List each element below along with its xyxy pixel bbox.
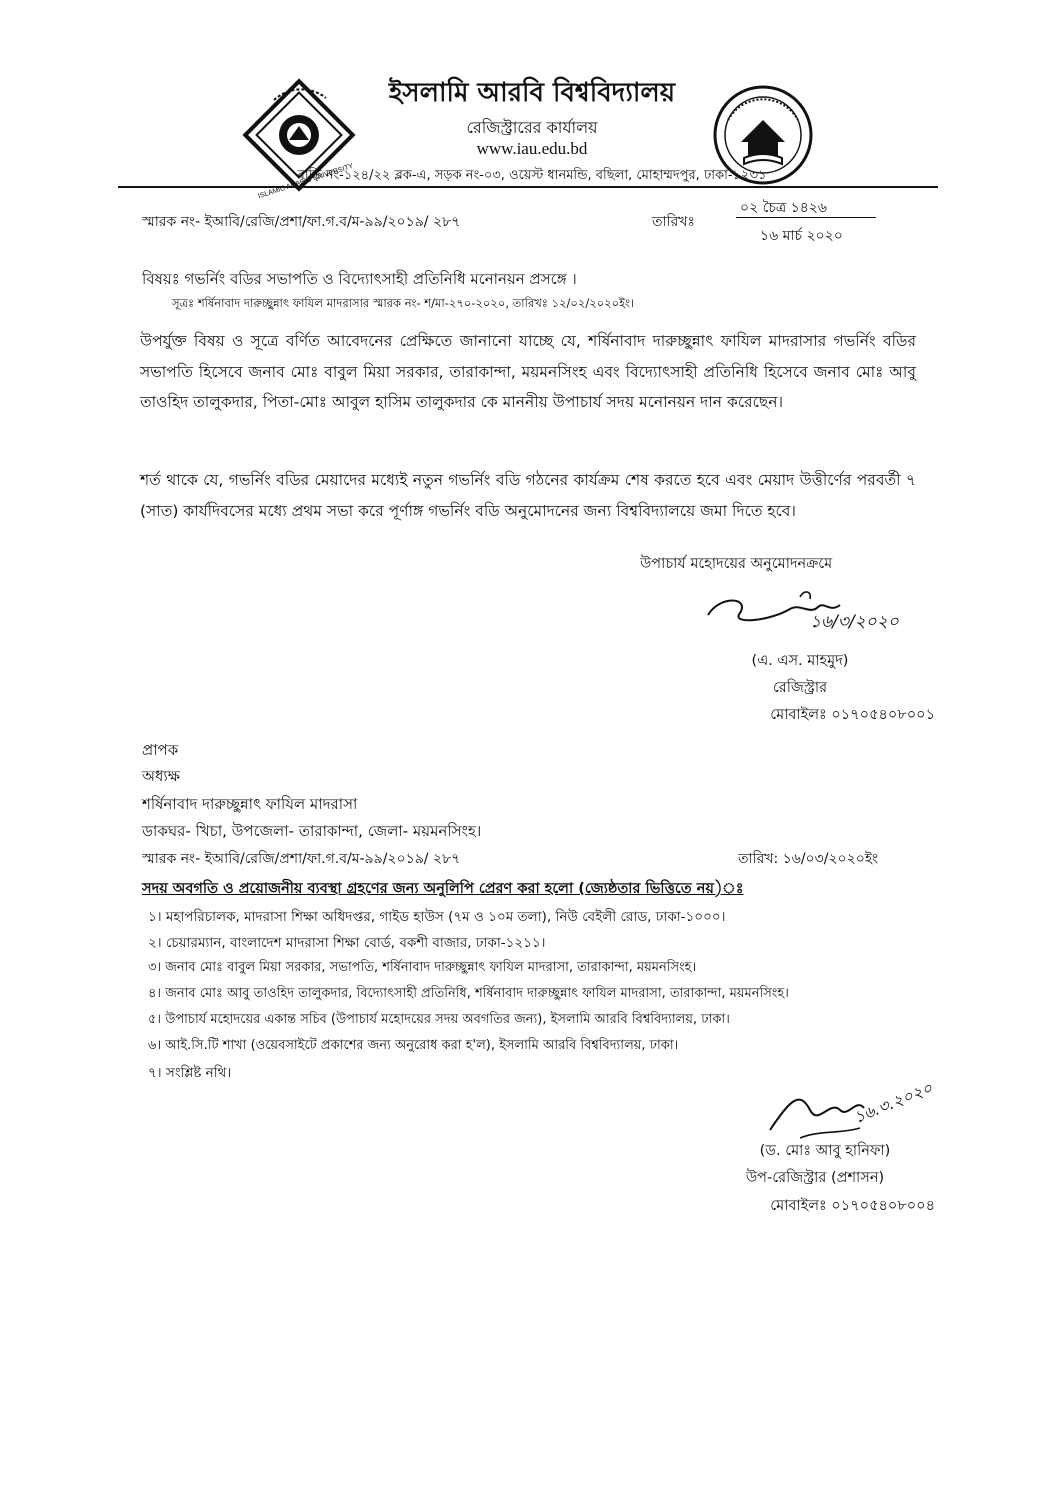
recipient-address: ডাকঘর- খিচা, উপজেলা- তারাকান্দা, জেলা- ময়মনসিংহ। [142,822,482,840]
university-name: ইসলামি আরবি বিশ্ববিদ্যালয় [388,78,676,108]
recipient-designation: অধ্যক্ষ [142,767,180,785]
recipient-memo-number: স্মারক নং- ইআবি/রেজি/প্রশা/ফা.গ.ব/ম-৯৯/২০১৯/ ২৮৭ [142,851,461,867]
body-paragraph-2: শর্ত থাকে যে, গভর্নিং বডির মেয়াদের মধ্যেই নতুন গভর্নিং বডি গঠনের কার্যক্রম শেষ করতে হবে এবং মেয়াদ উত্তীর্ণের পরবর্তী ৭ (সাত) কার্যদিবসের মধ্যে প্রথম সভা করে পূর্ণাঙ্গ গভর্নিং বডি অনুমোদনের জন্য বিশ্ববিদ্যালয়ে জমা দিতে হবে। [140,471,916,520]
website-link[interactable]: www.iau.edu.bd [476,139,588,158]
deputy-registrar-name: (ড. মোঃ আবু হানিফা) [759,1143,891,1159]
office-name: রেজিস্ট্রারের কার্যালয় [466,118,598,137]
deputy-registrar-title: উপ-রেজিস্ট্রার (প্রশাসন) [745,1170,885,1186]
copy-to-item: ৪। জনাব মোঃ আবু তাওহিদ তালুকদার, বিদ্যোৎসাহী প্রতিনিধি, শর্ষিনাবাদ দারুচ্ছুন্নাৎ ফাযিল মাদরাসা, তারাকান্দা, ময়মনসিংহ। [148,986,789,1001]
signature-date-1: ১৬/৩/২০২০ [810,612,899,632]
registrar-title: রেজিস্ট্রার [772,680,828,696]
deputy-registrar-mobile: মোবাইলঃ ০১৭০৫৪০৮০০৪ [770,1198,935,1214]
signature-date-2: ১৬.৩.২০২০ [851,1078,936,1127]
registrar-mobile: মোবাইলঃ ০১৭০৫৪০৮০০১ [770,707,935,723]
copy-to-item: ৭। সংশ্লিষ্ট নথি। [148,1065,232,1081]
copy-to-item: ২। চেয়ারম্যান, বাংলাদেশ মাদরাসা শিক্ষা বোর্ড, বকশী বাজার, ঢাকা-১২১১। [148,935,546,951]
recipient-label: প্রাপক [142,741,179,759]
recipient-date: তারিখ: ১৬/০৩/২০২০ইং [738,851,879,867]
logo-caption: ISLAMIC ARABIC UNIVERSITY [257,162,355,201]
date-english: ১৬ মার্চ ২০২০ [760,228,843,244]
recipient-institution: শর্ষিনাবাদ দারুচ্ছুন্নাৎ ফাযিল মাদরাসা [142,795,358,813]
office-address: বাড়ি নং-১২৪/২২ ব্লক-এ, সড়ক নং-০৩, ওয়েস্ট ধানমন্ডি, বছিলা, মোহাম্মদপুর, ঢাকা-১২৩১ [297,168,767,183]
subject-line: বিষয়ঃ গভর্নিং বডির সভাপতি ও বিদ্যোৎসাহী প্রতিনিধি মনোনয়ন প্রসঙ্গে । [142,270,577,288]
copy-to-item: ৫। উপাচার্য মহোদয়ের একান্ত সচিব (উপাচার্য মহোদয়ের সদয় অবগতির জন্য), ইসলামি আরবি বিশ্ববিদ্যালয়, ঢাকা। [148,1012,730,1027]
copy-to-item: ১। মহাপরিচালক, মাদরাসা শিক্ষা অধিদপ্তর, গাইড হাউস (৭ম ও ১০ম তলা), নিউ বেইলী রোড, ঢাকা-১০০০। [148,909,726,925]
memo-number: স্মারক নং- ইআবি/রেজি/প্রশা/ফা.গ.ব/ম-৯৯/২০১৯/ ২৮৭ [142,214,461,230]
registrar-signature [700,585,940,645]
reference-line: সূত্রঃ শর্ষিনাবাদ দারুচ্ছুন্নাৎ ফাযিল মাদরাসার স্মারক নং- শ/মা-২৭০-২০২০, তারিখঃ ১২/০২/২০২০ইং। [172,296,635,310]
approval-line: উপাচার্য মহোদয়ের অনুমোদনক্রমে [640,556,833,572]
date-label: তারিখঃ [652,214,695,230]
registrar-name: (এ. এস. মাহমুদ) [751,653,849,669]
date-bangla: ০২ চৈত্র ১৪২৬ [740,200,827,216]
body-paragraph-1: উপর্যুক্ত বিষয় ও সূত্রে বর্ণিত আবেদনের প্রেক্ষিতে জানানো যাচ্ছে যে, শর্ষিনাবাদ দারুচ্ছুন্নাৎ ফাযিল মাদরাসার গভর্নিং বডির সভাপতি হিসেবে জনাব মোঃ বাবুল মিয়া সরকার, তারাকান্দা, ময়মনসিংহ এবং বিদ্যোৎসাহী প্রতিনিধি হিসেবে জনাব মোঃ আবু তাওহিদ তালুকদার, পিতা-মোঃ আবুল হাসিম তালুকদার কে মাননীয় উপাচার্য সদয় মনোনয়ন দান করেছেন। [140,332,916,411]
copy-to-heading: সদয় অবগতি ও প্রয়োজনীয় ব্যবস্থা গ্রহণের জন্য অনুলিপি প্রেরণ করা হলো (জ্যেষ্ঠতার ভিত্তিতে নয়)ঃ [142,881,744,897]
copy-to-item: ৬। আই.সি.টি শাখা (ওয়েবসাইটে প্রকাশের জন্য অনুরোধ করা হ'ল), ইসলামি আরবি বিশ্ববিদ্যালয়, ঢাকা। [148,1038,679,1053]
header-divider [118,186,938,188]
copy-to-item: ৩। জনাব মোঃ বাবুল মিয়া সরকার, সভাপতি, শর্ষিনাবাদ দারুচ্ছুন্নাৎ ফাযিল মাদরাসা, তারাকান্দা, ময়মনসিংহ। [148,960,697,975]
date-divider [736,217,876,218]
